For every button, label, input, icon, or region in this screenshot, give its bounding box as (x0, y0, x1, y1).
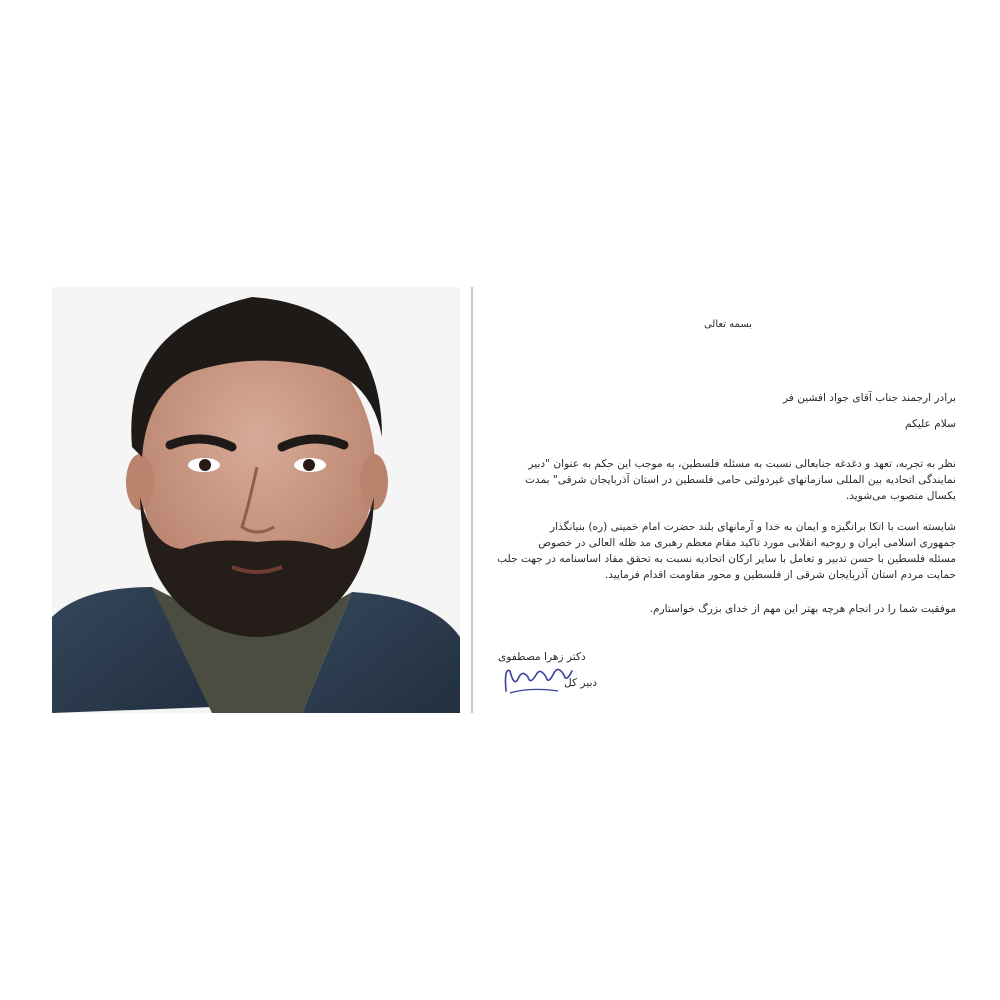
portrait-photo (52, 287, 460, 713)
paragraph2-line: شایسته است با اتکا برانگیزه و ایمان به خدا و آرمانهای بلند حضرت امام خمینی (ره) بنیانگذار (550, 521, 956, 533)
paragraph1-line: یکسال منصوب می‌شوید. (845, 490, 956, 502)
signer-name: دکتر زهرا مصطفوی (498, 651, 586, 663)
paragraph1-line: نظر به تجربه، تعهد و دغدغه جنابعالی نسبت به مسئله فلسطین، به موجب این حکم به عنوان "دبیر (528, 458, 956, 470)
letter-closing: موفقیت شما را در انجام هرچه بهتر این مهم از خدای بزرگ خواستارم. (649, 603, 956, 615)
paragraph2-line: مسئله فلسطین با حسن تدبیر و تعامل با سایر ارکان اتحادیه نسبت به تحقق مفاد اساسنامه در جهت جلب (497, 553, 956, 565)
letter-heading: بسمه تعالی (703, 319, 753, 330)
page-divider (471, 287, 473, 713)
letter-greeting: سلام علیکم (904, 418, 956, 430)
signer-title: دبیر کل (564, 677, 598, 689)
portrait-illustration (52, 287, 460, 713)
paragraph2-line: جمهوری اسلامی ایران و روحیه انقلابی مورد تاکید مقام معظم رهبری مد ظله العالی در خصوص (538, 537, 956, 549)
paragraph1-line: نمایندگی اتحادیه بین المللی سازمانهای غیردولتی حامی فلسطین در استان آذربایجان شرقی" بمدت (524, 474, 956, 486)
handwritten-signature (500, 657, 580, 699)
appointment-letter (478, 287, 978, 713)
paragraph2-line: حمایت مردم استان آذربایجان شرقی از فلسطین و محور مقاومت اقدام فرمایید. (604, 569, 956, 581)
letter-addressee: برادر ارجمند جناب آقای جواد افشین فر (782, 392, 956, 404)
